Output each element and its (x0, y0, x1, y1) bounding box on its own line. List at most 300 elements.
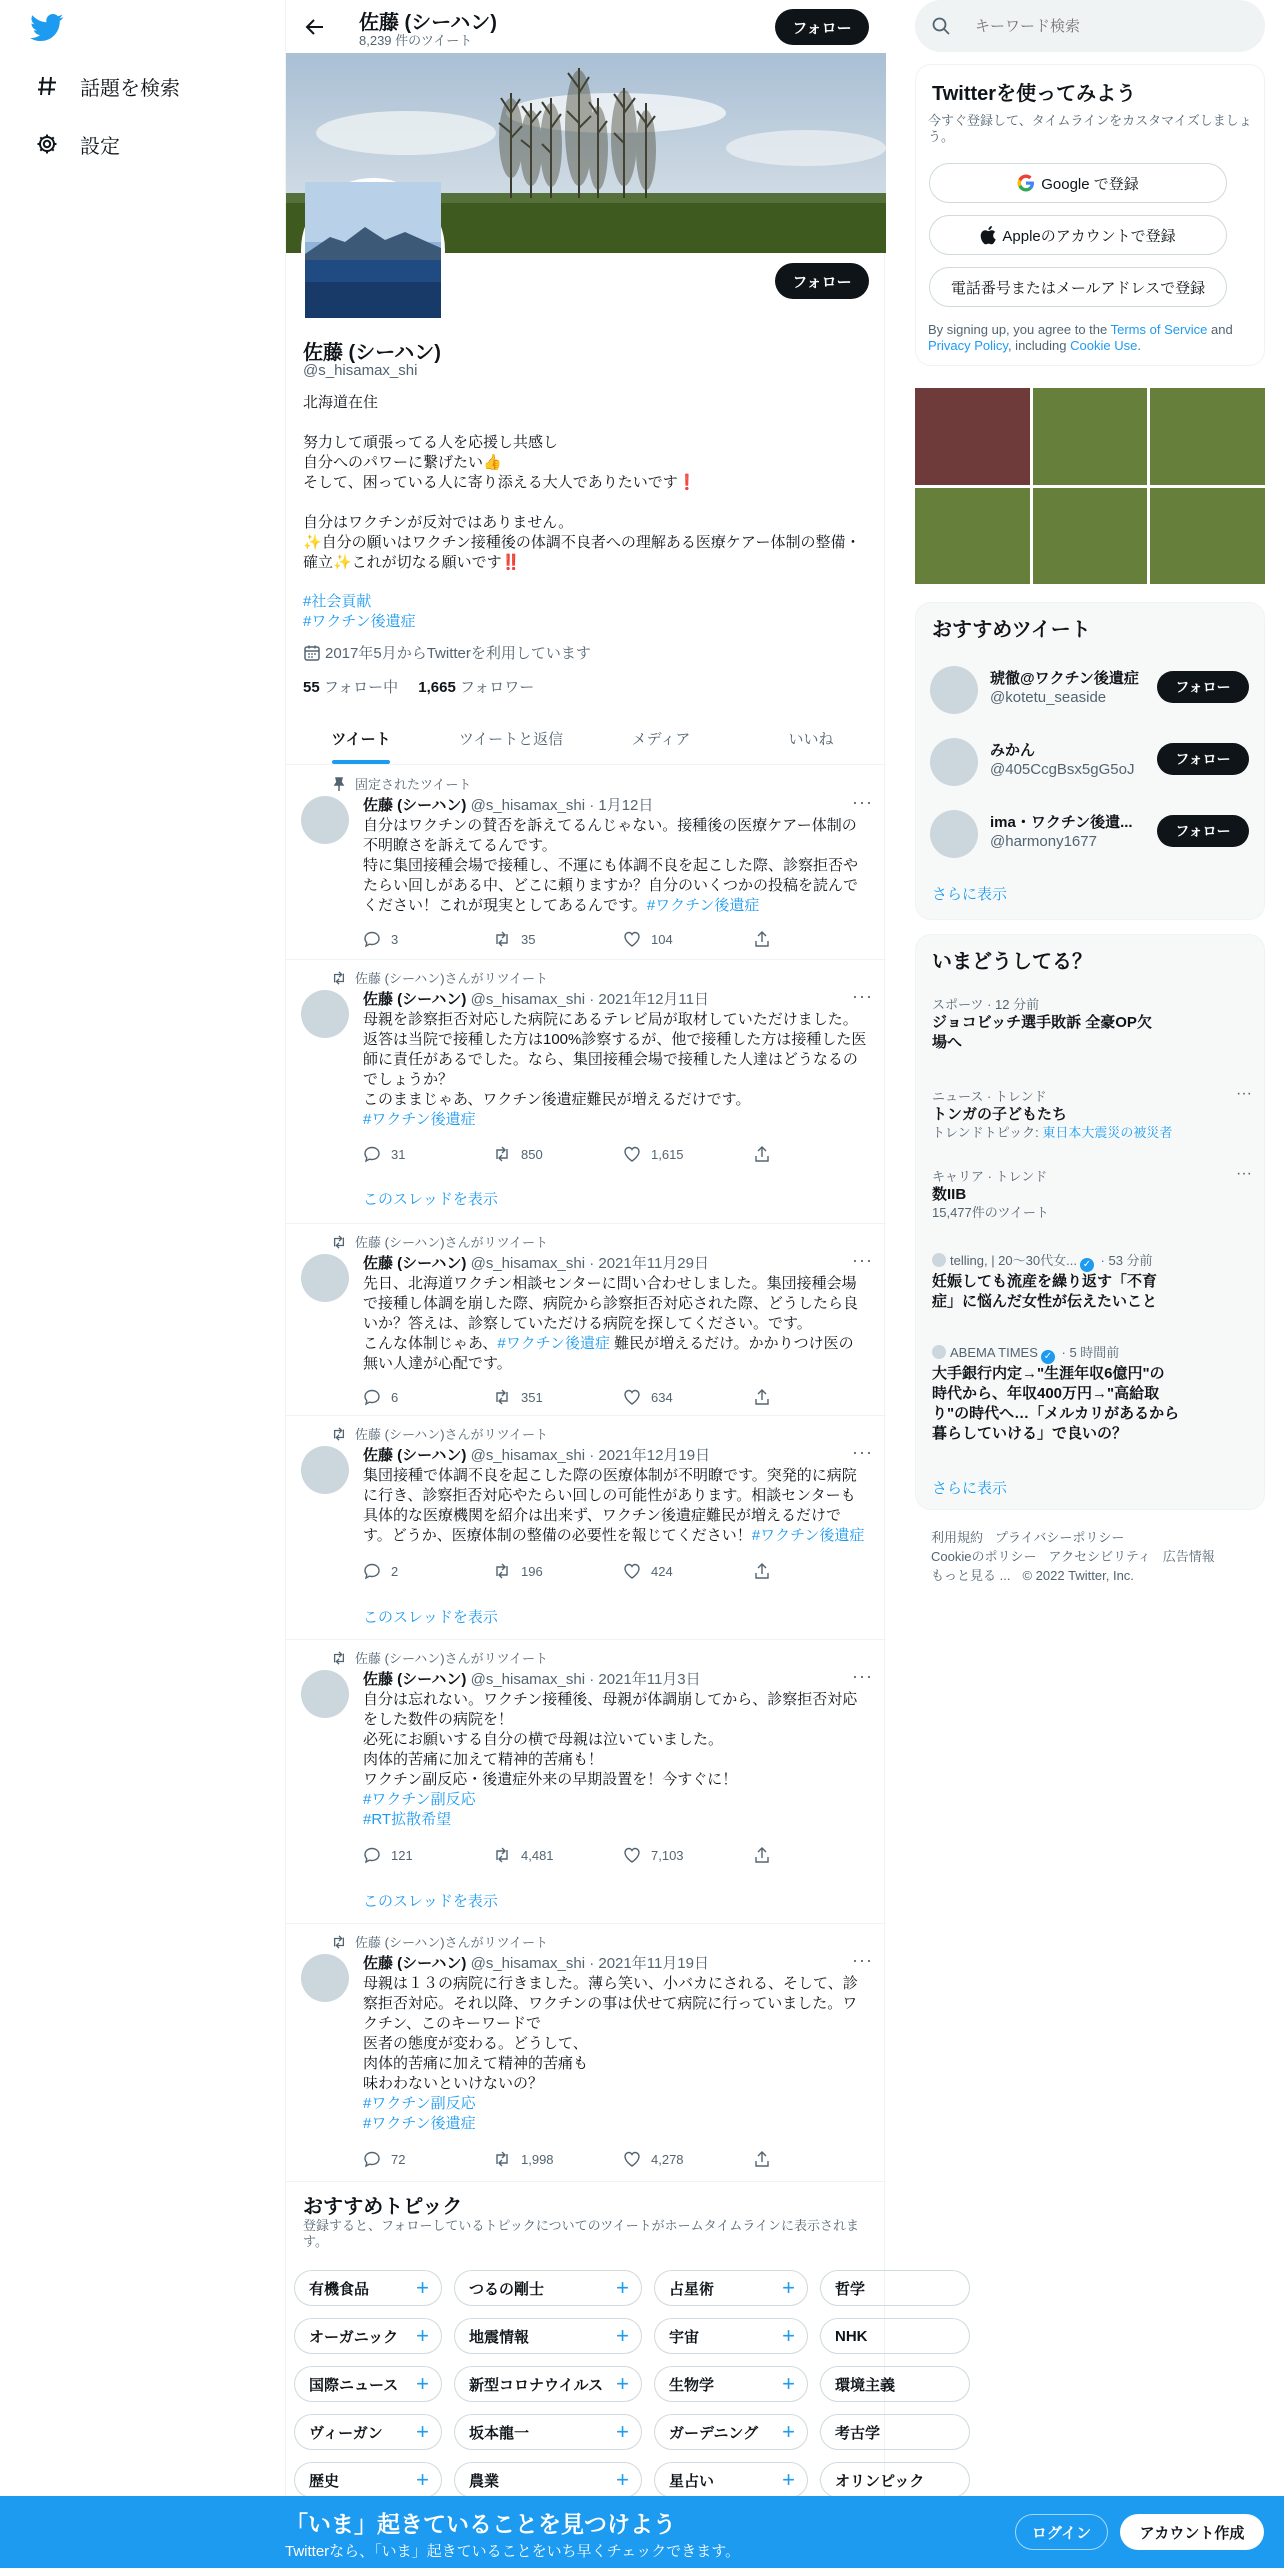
topic-chip[interactable] (294, 2366, 442, 2402)
retweet-count: 35 (521, 931, 536, 947)
google-signup-label: Google で登録 (1041, 175, 1139, 193)
reply-button[interactable] (363, 1388, 398, 1406)
heart-icon (623, 2150, 641, 2168)
user-row[interactable] (916, 653, 1266, 725)
trend-time: · 53 分前 (1096, 1253, 1153, 1268)
tweet-line: 母親を診察拒否対応した病院にあるテレビ局が取材していただけました。 (363, 1011, 858, 1028)
trend-item[interactable] (932, 1085, 1252, 1141)
topic-chip[interactable] (654, 2318, 808, 2354)
topic-label: 歴史 (309, 2472, 340, 2490)
profile-header (286, 0, 886, 53)
tweet-line: でしょうか？ (363, 1071, 454, 1088)
avatar[interactable] (301, 1670, 349, 1718)
hashtag-link[interactable]: #ワクチン後遺症 (751, 1527, 865, 1544)
bio-line: 北海道在住 (303, 394, 379, 411)
tweet-author[interactable]: 佐藤 (シーハン) (363, 1955, 467, 1972)
tweet-meta: @s_hisamax_shi · 2021年11月19日 (466, 1955, 709, 1972)
user-name[interactable]: ima・ワクチン後遺... (990, 814, 1133, 831)
reply-button[interactable] (363, 930, 398, 948)
more-icon[interactable]: ··· (852, 986, 873, 1006)
topic-chip[interactable] (654, 2462, 808, 2498)
google-signup-button[interactable] (929, 163, 1227, 203)
hashtag-link[interactable]: #ワクチン副反応 (363, 2095, 476, 2112)
followers-link[interactable] (418, 679, 534, 696)
trend-name: トンガの子どもたち (932, 1106, 1068, 1123)
media-thumbnail[interactable] (1150, 488, 1265, 585)
plus-icon[interactable]: + (782, 2323, 795, 2348)
retweet-icon (493, 1846, 511, 1864)
share-button[interactable] (753, 1846, 781, 1864)
heart-icon (623, 1388, 641, 1406)
hashtag-link[interactable]: #RT拡散希望 (363, 1811, 452, 1828)
topic-chip[interactable] (294, 2270, 442, 2306)
media-thumbnail[interactable] (1150, 388, 1265, 485)
topic-chip[interactable] (820, 2270, 970, 2306)
terms-of-service-link[interactable]: Terms of Service (1110, 322, 1208, 337)
share-button[interactable] (753, 1388, 781, 1406)
tweet-author[interactable]: 佐藤 (シーハン) (363, 797, 467, 814)
retweet-icon (331, 1234, 347, 1250)
nav-explore[interactable] (34, 66, 180, 106)
tweet-header (363, 1444, 710, 1465)
retweet-button[interactable] (493, 1562, 543, 1580)
tab-likes[interactable]: いいね (788, 730, 834, 748)
tweet-line: 難民が増えるだけ。かかりつけ医の (610, 1335, 854, 1352)
like-count: 424 (651, 1563, 673, 1579)
pin-icon (331, 776, 347, 792)
share-button[interactable] (753, 930, 781, 948)
media-thumbnail[interactable] (915, 488, 1030, 585)
signup-subtitle: 今すぐ登録して、タイムラインをカスタマイズしましょう。 (928, 113, 1252, 144)
topic-label: 農業 (469, 2472, 500, 2490)
retweet-button[interactable] (493, 2150, 554, 2168)
search-icon (931, 16, 951, 36)
retweet-button[interactable] (493, 1846, 554, 1864)
plus-icon[interactable]: + (416, 2275, 429, 2300)
tweet-line: 具体的な医療機関を紹介は出来ず、ワクチン後遺症難民が増えるだけで (363, 1507, 842, 1524)
tweet-author[interactable]: 佐藤 (シーハン) (363, 1255, 467, 1272)
cookie-use-link[interactable]: Cookie Use (1070, 338, 1138, 353)
tweet[interactable] (286, 766, 886, 960)
tweet-meta: @s_hisamax_shi · 1月12日 (466, 797, 654, 814)
show-thread-link[interactable]: このスレッドを表示 (363, 1191, 498, 1208)
topic-label: 生物学 (669, 2376, 715, 2394)
trend-name: 場へ (932, 1034, 963, 1051)
tweet-actions (363, 2150, 793, 2170)
topic-chip[interactable] (820, 2318, 970, 2354)
topic-row (294, 2462, 925, 2498)
privacy-policy-link[interactable]: Privacy Policy (928, 338, 1008, 353)
plus-icon[interactable]: + (416, 2467, 429, 2492)
plus-icon[interactable]: + (782, 2467, 795, 2492)
topic-label: 環境主義 (835, 2376, 896, 2394)
media-thumbnail[interactable] (1033, 488, 1148, 585)
trend-meta: ニュース · トレンド (932, 1089, 1047, 1104)
apple-signup-button[interactable] (929, 215, 1227, 255)
nav-explore-label: 話題を検索 (80, 77, 180, 100)
plus-icon[interactable]: + (782, 2275, 795, 2300)
tweet-line: 察拒否対応。それ以降、ワクチンの事は伏せて病院に行っていました。ワ (363, 1995, 858, 2012)
like-button[interactable] (623, 1846, 684, 1864)
tweet-line: 自分は忘れない。ワクチン接種後、母親が体調崩してから、診察拒否対応 (363, 1691, 858, 1708)
user-row[interactable] (916, 725, 1266, 797)
hashtag-link[interactable]: #ワクチン後遺症 (303, 613, 416, 630)
profile-hashtags (303, 592, 416, 632)
share-icon (753, 930, 771, 948)
profile-bio (303, 393, 873, 573)
avatar[interactable] (930, 810, 978, 858)
topic-label: 地震情報 (469, 2328, 530, 2346)
topic-label: 新型コロナウイルス (469, 2376, 604, 2394)
topic-chip[interactable] (454, 2366, 642, 2402)
tweet-line: 必死にお願いする自分の横で母親は泣いていました。 (363, 1731, 724, 1748)
trend-meta: スポーツ · 12 分前 (932, 997, 1040, 1012)
reply-icon (363, 1388, 381, 1406)
plus-icon[interactable]: + (416, 2323, 429, 2348)
bio-line: ✨自分の願いはワクチン接種後の体調不良者への理解ある医療ケアー体制の整備・ (303, 534, 861, 551)
following-count: 55 (303, 679, 320, 696)
footer-link[interactable]: 広告情報 (1162, 1549, 1215, 1564)
like-button[interactable] (623, 1145, 684, 1163)
topic-chip[interactable] (820, 2414, 970, 2450)
avatar[interactable] (930, 666, 978, 714)
following-label: フォロー中 (319, 679, 399, 696)
trend-name: 妊娠しても流産を繰り返す「不育 (932, 1273, 1158, 1290)
tweet-text (363, 1690, 871, 1830)
tweet-line: 肉体的苦痛に加えて精神的苦痛も (363, 2055, 589, 2072)
signup-terms (928, 322, 1254, 354)
retweet-icon (493, 1145, 511, 1163)
retweet-icon (493, 930, 511, 948)
retweet-icon (331, 1650, 347, 1666)
follow-button[interactable]: フォロー (1157, 671, 1249, 703)
tweet-line: で接種し体調を崩した際、病院から診察拒否対応された際、どうしたら良 (363, 1295, 859, 1312)
reply-button[interactable] (363, 1846, 413, 1864)
like-count: 4,278 (651, 2151, 684, 2167)
topic-label: 占星術 (669, 2280, 715, 2298)
tweet-line: 無い人達が心配です。 (363, 1355, 512, 1372)
media-thumbnail[interactable] (915, 388, 1030, 485)
topic-chip[interactable] (654, 2414, 808, 2450)
tweet-actions (363, 930, 793, 950)
tweet-author[interactable]: 佐藤 (シーハン) (363, 1671, 467, 1688)
tweet[interactable] (286, 960, 886, 1224)
share-icon (753, 1145, 771, 1163)
tweet-context (331, 1232, 548, 1251)
tweet-line: 不明瞭さを訴えてるんです。 (363, 837, 557, 854)
tab-tweets[interactable]: ツイート (286, 712, 436, 764)
hashtag-link[interactable]: #ワクチン後遺症 (363, 2115, 476, 2132)
tweet-header (363, 1668, 701, 1689)
tweet-author[interactable]: 佐藤 (シーハン) (363, 991, 467, 1008)
tweet-line: こんな体制じゃあ、 (363, 1335, 498, 1352)
footer-more-link[interactable]: もっと見る ... (931, 1568, 1011, 1583)
profile-joined (303, 642, 591, 663)
heart-icon (623, 1145, 641, 1163)
signup-panel (915, 64, 1265, 366)
share-button[interactable] (753, 2150, 781, 2168)
tweet-text (363, 1974, 871, 2134)
tab-tweets-replies[interactable]: ツイートと返信 (458, 730, 564, 748)
trend-item[interactable] (932, 1345, 1252, 1444)
share-button[interactable] (753, 1562, 781, 1580)
trend-sub: トレンドトピック: (932, 1125, 1043, 1140)
reply-count: 6 (391, 1389, 399, 1405)
tweet-line: 師に責任があるでした。なら、集団接種会場で接種した人達はどうなるの (363, 1051, 858, 1068)
search-input[interactable] (975, 18, 1235, 35)
tweet[interactable] (286, 1924, 886, 2182)
trend-item[interactable] (932, 997, 1252, 1053)
copyright: © 2022 Twitter, Inc. (1022, 1568, 1134, 1583)
show-more-link[interactable]: さらに表示 (932, 1480, 1008, 1497)
show-more-link[interactable]: さらに表示 (932, 886, 1008, 903)
retweet-button[interactable] (493, 1388, 543, 1406)
avatar (932, 1345, 946, 1359)
reply-count: 72 (391, 2151, 406, 2167)
topic-chip[interactable] (454, 2270, 642, 2306)
bio-line (303, 413, 873, 433)
phone-email-signup-button[interactable] (929, 267, 1227, 307)
tweet-text (363, 1274, 871, 1374)
plus-icon[interactable]: + (616, 2323, 629, 2348)
tweet-line: いか？答えは、診察していただける病院を探してください。です。 (363, 1315, 812, 1332)
bottombar-title: 「いま」起きていることを見つけよう (285, 2511, 676, 2537)
reply-icon (363, 1145, 381, 1163)
profile-follow-button[interactable]: フォロー (775, 263, 869, 299)
retweet-icon (331, 970, 347, 986)
apple-signup-label: Appleのアカウントで登録 (1002, 227, 1176, 245)
share-icon (753, 1562, 771, 1580)
tweet-author[interactable]: 佐藤 (シーハン) (363, 1447, 467, 1464)
more-icon[interactable]: ··· (852, 1442, 873, 1462)
share-icon (753, 1846, 771, 1864)
user-name[interactable]: みかん (990, 742, 1036, 759)
tweet-context-label: 佐藤 (シーハン)さんがリツイート (355, 1235, 548, 1250)
more-icon[interactable]: ··· (852, 1666, 873, 1686)
twitter-logo-icon[interactable] (30, 14, 64, 42)
avatar[interactable] (301, 796, 349, 844)
hashtag-link[interactable]: #ワクチン後遺症 (363, 1111, 476, 1128)
plus-icon[interactable]: + (782, 2419, 795, 2444)
tweet-line: 肉体的苦痛に加えて精神的苦痛も！ (363, 1751, 604, 1768)
tweet-line: 集団接種で体調不良を起こした際の医療体制が不明瞭です。突発的に病院 (363, 1467, 857, 1484)
topic-chip[interactable] (294, 2462, 442, 2498)
more-icon[interactable]: ··· (852, 1950, 873, 1970)
topic-label: 星占い (669, 2472, 715, 2490)
google-icon (1017, 174, 1035, 192)
topic-row (294, 2414, 884, 2450)
more-icon[interactable]: ··· (1236, 1085, 1252, 1102)
retweet-count: 850 (521, 1146, 543, 1162)
profile-avatar[interactable] (301, 178, 445, 322)
plus-icon[interactable]: + (782, 2371, 795, 2396)
reply-icon (363, 1562, 381, 1580)
nav-settings[interactable] (34, 124, 120, 164)
topic-chip[interactable] (820, 2366, 970, 2402)
like-button[interactable] (623, 930, 673, 948)
share-button[interactable] (753, 1145, 781, 1163)
tweet[interactable] (286, 1224, 886, 1416)
topic-chip[interactable] (654, 2270, 808, 2306)
topic-label: 宇宙 (669, 2328, 700, 2346)
trend-meta: キャリア · トレンド (932, 1169, 1048, 1184)
topic-chip[interactable] (454, 2414, 642, 2450)
topic-label: 国際ニュース (309, 2376, 399, 2394)
tab-media[interactable]: メディア (631, 730, 691, 748)
avatar (932, 1253, 946, 1267)
trends-title: いまどうしてる？ (932, 951, 1092, 973)
tweet-context (331, 774, 471, 793)
retweet-icon (331, 1426, 347, 1442)
header-tweet-count: 8,239 件のツイート (359, 33, 473, 48)
hashtag-link[interactable]: #ワクチン後遺症 (646, 897, 760, 914)
show-thread-link[interactable]: このスレッドを表示 (363, 1893, 498, 1910)
topic-chip[interactable] (654, 2366, 808, 2402)
topic-label: オリンピック (835, 2472, 925, 2490)
signup-button[interactable]: アカウント作成 (1120, 2514, 1264, 2550)
tweet-header (363, 794, 653, 815)
plus-icon[interactable]: + (616, 2467, 629, 2492)
reply-button[interactable] (363, 1145, 405, 1163)
user-row[interactable] (916, 797, 1266, 869)
header-name: 佐藤 (シーハン) (359, 12, 497, 34)
profile-column (285, 0, 925, 2496)
trend-name: 時代から、年収400万円→"高給取 (932, 1385, 1160, 1402)
topic-chip[interactable] (294, 2318, 442, 2354)
back-arrow-icon[interactable] (300, 12, 330, 42)
avatar[interactable] (301, 1254, 349, 1302)
tweet-line: 医者の態度が変わる。どうして、 (363, 2035, 588, 2052)
reply-button[interactable] (363, 1562, 398, 1580)
profile-tabs (286, 712, 886, 765)
gear-icon (34, 131, 60, 157)
topic-chip[interactable] (454, 2318, 642, 2354)
heart-icon (623, 1562, 641, 1580)
terms-text: and (1207, 322, 1233, 337)
user-handle: @405CcgBsx5gG5oJ (990, 761, 1135, 778)
media-grid (915, 388, 1265, 584)
heart-icon (623, 930, 641, 948)
follow-button[interactable]: フォロー (1157, 815, 1249, 847)
profile-name: 佐藤 (シーハン) (303, 342, 441, 364)
bottombar-subtitle: Twitterなら、「いま」起きていることをいち早くチェックできます。 (285, 2543, 741, 2560)
like-button[interactable] (623, 1562, 673, 1580)
followers-count: 1,665 (418, 679, 456, 696)
tweet-line: 味わわないといけないの？ (363, 2075, 544, 2092)
topics-title: おすすめトピック (303, 2196, 463, 2218)
trend-item[interactable] (932, 1165, 1252, 1221)
topic-label: ヴィーガン (309, 2424, 383, 2442)
login-button[interactable]: ログイン (1015, 2514, 1108, 2550)
plus-icon[interactable]: + (616, 2371, 629, 2396)
hashtag-link[interactable]: #ワクチン後遺症 (497, 1335, 610, 1352)
share-icon (753, 2150, 771, 2168)
avatar[interactable] (301, 990, 349, 1038)
tweet-context-label: 佐藤 (シーハン)さんがリツイート (355, 1935, 548, 1950)
topic-label: 有機食品 (309, 2280, 370, 2298)
tweet-line: クチン、このキーワードで (363, 2015, 542, 2032)
retweet-button[interactable] (493, 930, 535, 948)
trend-name: 数IIB (932, 1186, 967, 1203)
tweet-context-label: 固定されたツイート (355, 777, 472, 792)
trend-topic-link[interactable]: 東日本大震災の被災者 (1042, 1125, 1173, 1140)
tweet-line: をした数件の病院を！ (363, 1711, 514, 1728)
topic-chip[interactable] (294, 2414, 442, 2450)
trend-source: ABEMA TIMES (950, 1345, 1038, 1360)
footer-link[interactable]: アクセシビリティ (1048, 1549, 1151, 1564)
avatar[interactable] (301, 1954, 349, 2002)
following-link[interactable] (303, 679, 398, 696)
reply-icon (363, 2150, 381, 2168)
bio-line: そして、困っている人に寄り添える大人でありたいです❗ (303, 474, 697, 491)
trend-time: · 5 時間前 (1057, 1345, 1120, 1360)
tweet-meta: @s_hisamax_shi · 2021年11月3日 (466, 1671, 701, 1688)
retweet-count: 4,481 (521, 1847, 554, 1863)
tweet[interactable] (286, 1416, 886, 1640)
tweet-header (363, 988, 709, 1009)
tweet-context (331, 1424, 548, 1443)
like-count: 1,615 (651, 1146, 684, 1162)
media-thumbnail[interactable] (1033, 388, 1148, 485)
like-button[interactable] (623, 1388, 673, 1406)
show-thread-link[interactable]: このスレッドを表示 (363, 1609, 498, 1626)
tweet-context (331, 1648, 548, 1667)
tweet-line: に行き、診察拒否対応やたらい回しの可能性があります。相談センターも (363, 1487, 856, 1504)
retweet-button[interactable] (493, 1145, 543, 1163)
tweet[interactable] (286, 1640, 886, 1924)
footer-links (931, 1528, 1251, 1585)
search-box[interactable] (915, 0, 1265, 52)
retweet-icon (331, 1934, 347, 1950)
reply-button[interactable] (363, 2150, 405, 2168)
user-handle: @harmony1677 (990, 833, 1097, 850)
trend-item[interactable] (932, 1253, 1252, 1312)
tweet-context-label: 佐藤 (シーハン)さんがリツイート (355, 971, 548, 986)
footer-link[interactable]: Cookieのポリシー (931, 1549, 1037, 1564)
topic-chip[interactable] (454, 2462, 642, 2498)
more-icon[interactable]: ··· (1236, 1165, 1252, 1182)
plus-icon[interactable]: + (616, 2419, 629, 2444)
more-icon[interactable]: ··· (852, 792, 873, 812)
topic-label: 考古学 (835, 2424, 881, 2442)
bio-line: 確立✨これが切なる願いです‼️ (303, 554, 521, 571)
follow-button[interactable]: フォロー (1157, 743, 1249, 775)
trends-panel (915, 934, 1265, 1510)
avatar[interactable] (301, 1446, 349, 1494)
hashtag-link[interactable]: #ワクチン副反応 (363, 1791, 476, 1808)
phone-signup-label: 電話番号またはメールアドレスで登録 (950, 279, 1206, 297)
avatar[interactable] (930, 738, 978, 786)
topic-chip[interactable] (820, 2462, 970, 2498)
topics-subtitle: 登録すると、フォローしているトピックについてのツイートがホームタイムラインに表示されます。 (303, 2218, 860, 2249)
signup-title: Twitterを使ってみよう (932, 83, 1137, 105)
footer-link[interactable]: プライバシーポリシー (995, 1530, 1125, 1545)
topic-label: オーガニック (309, 2328, 399, 2346)
footer-link[interactable]: 利用規約 (931, 1530, 984, 1545)
tweet-meta: @s_hisamax_shi · 2021年12月19日 (466, 1447, 711, 1464)
topic-row (294, 2366, 896, 2402)
plus-icon[interactable]: + (416, 2371, 429, 2396)
plus-icon[interactable]: + (416, 2419, 429, 2444)
user-name[interactable]: 琥徹@ワクチン後遺症 (990, 670, 1139, 687)
more-icon[interactable]: ··· (852, 1250, 873, 1270)
tweet-header (363, 1952, 709, 1973)
like-button[interactable] (623, 2150, 684, 2168)
hashtag-link[interactable]: #社会貢献 (303, 593, 372, 610)
header-follow-button[interactable]: フォロー (775, 9, 869, 45)
plus-icon[interactable]: + (616, 2275, 629, 2300)
tweet-meta: @s_hisamax_shi · 2021年12月11日 (466, 991, 709, 1008)
